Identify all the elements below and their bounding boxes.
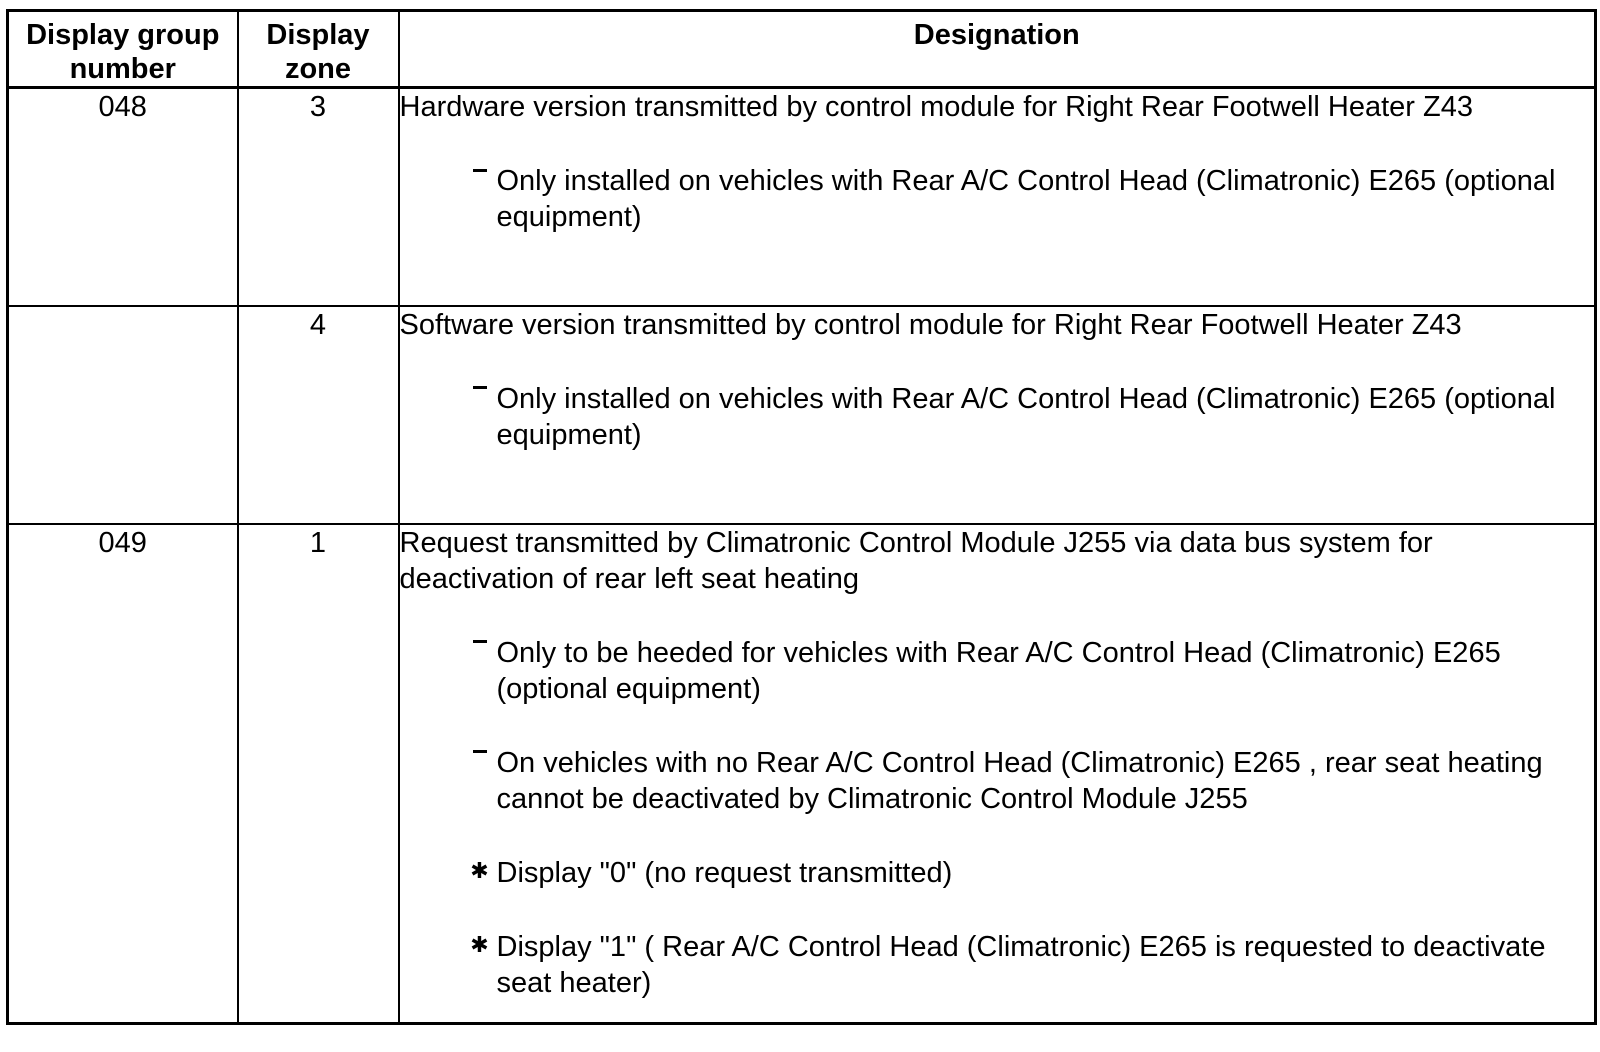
designation-cell <box>399 306 1596 524</box>
display-zone-cell: 3 <box>238 88 399 306</box>
designation-cell <box>399 88 1596 306</box>
note-text: Only installed on vehicles with Rear A/C Control Head (Climatronic) E265 (optional equipment) <box>496 382 1556 451</box>
dash-icon <box>473 750 487 753</box>
dash-icon <box>473 386 487 389</box>
note-item <box>497 163 1595 235</box>
table-row <box>8 88 1596 306</box>
display-group-cell <box>8 306 238 524</box>
dash-icon <box>473 640 487 643</box>
header-designation: Designation <box>399 11 1596 88</box>
table-row <box>8 306 1596 524</box>
note-item <box>497 745 1595 817</box>
bullet-icon: ✱ <box>470 931 489 957</box>
value-text: Display "1" ( Rear A/C Control Head (Climatronic) E265 is requested to deactivate seat heater) <box>496 930 1546 999</box>
designation-table <box>6 9 1597 1025</box>
value-item <box>470 929 1595 1001</box>
note-text: On vehicles with no Rear A/C Control Head (Climatronic) E265 , rear seat heating cannot be deactivated by Climatronic Control Module J255 <box>496 746 1543 815</box>
display-group-cell: 048 <box>8 88 238 306</box>
table-header-row <box>8 11 1596 88</box>
dash-icon <box>473 169 487 172</box>
designation-cell <box>399 524 1596 1024</box>
value-text: Display "0" (no request transmitted) <box>496 856 953 889</box>
value-item <box>470 855 1595 891</box>
display-zone-cell: 1 <box>238 524 399 1024</box>
note-text: Only installed on vehicles with Rear A/C Control Head (Climatronic) E265 (optional equipment) <box>496 165 1556 233</box>
display-zone-cell: 4 <box>238 306 399 524</box>
bullet-icon: ✱ <box>470 857 489 883</box>
note-item <box>497 635 1595 707</box>
header-display-group-number: Display group number <box>8 11 238 88</box>
display-group-cell: 049 <box>8 524 238 1024</box>
header-display-zone: Display zone <box>238 11 399 88</box>
note-item <box>497 381 1595 453</box>
designation-text: Request transmitted by Climatronic Control Module J255 via data bus system for deactivation of rear left seat heating <box>399 526 1433 595</box>
table-row <box>8 524 1596 1024</box>
designation-text: Software version transmitted by control module for Right Rear Footwell Heater Z43 <box>399 308 1462 341</box>
designation-text: Hardware version transmitted by control module for Right Rear Footwell Heater Z43 <box>399 91 1473 123</box>
note-text: Only to be heeded for vehicles with Rear A/C Control Head (Climatronic) E265 (optional equipment) <box>496 636 1501 705</box>
